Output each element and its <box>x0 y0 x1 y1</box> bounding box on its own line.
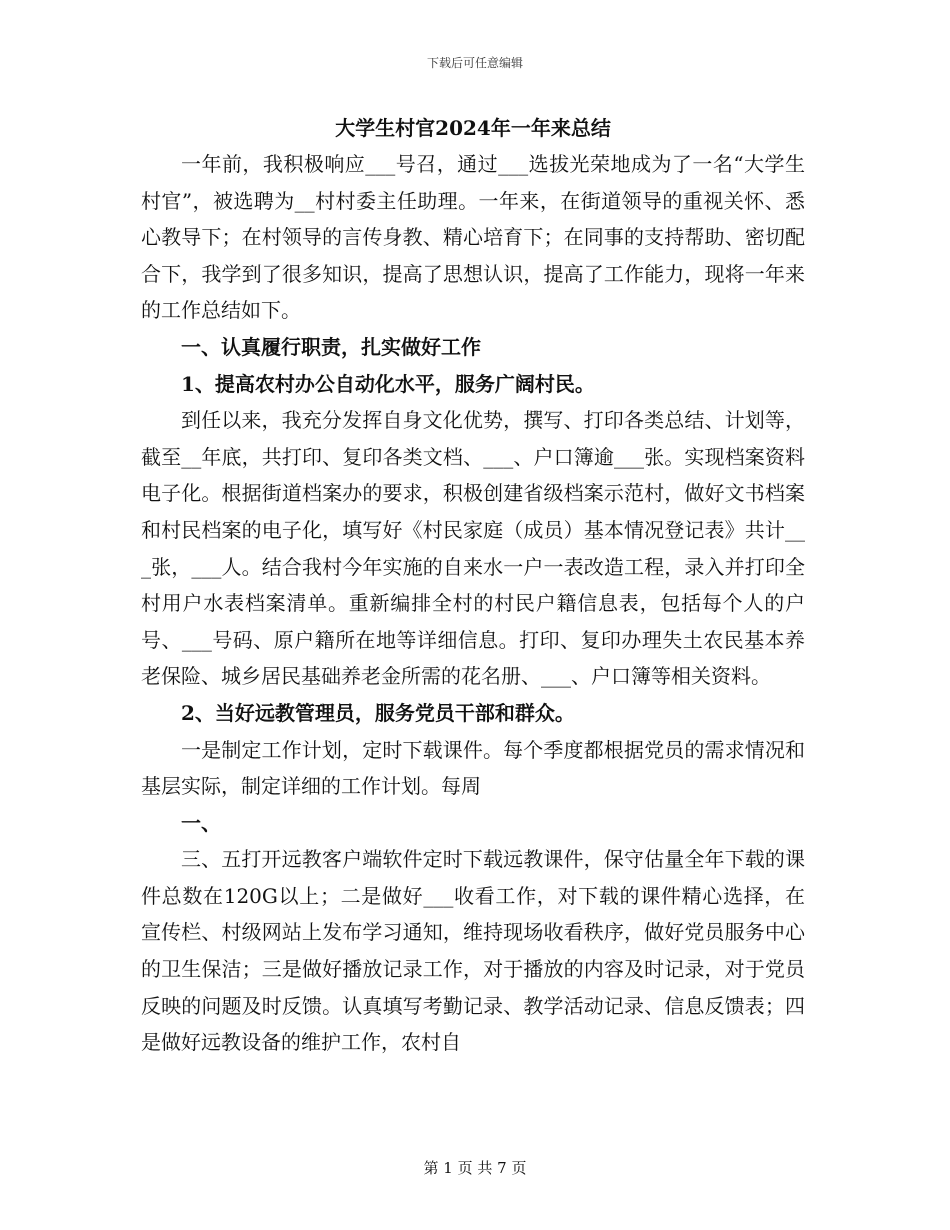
paragraph-intro: 一年前，我积极响应___号召，通过___选拔光荣地成为了一名“大学生村官”，被选聘为__村村委主任助理。一年来，在街道领导的重视关怀、悉心教导下；在村领导的言传身教、精心培育下；在同事的支持帮助、密切配合下，我学到了很多知识，提高了思想认识，提高了工作能力，现将一年来的工作总结如下。 <box>141 152 805 323</box>
document-title: 大学生村官2024年一年来总结 <box>335 116 611 140</box>
section-heading-1: 一、认真履行职责，扎实做好工作 <box>181 334 481 359</box>
paragraph-remote-education: 三、五打开远教客户端软件定时下载远教课件，保守估量全年下载的课件总数在120G以上；二是做好___收看工作，对下载的课件精心选择，在宣传栏、村级网站上发布学习通知，维持现场收看秩序，做好党员服务中心的卫生保洁；三是做好播放记录工作，对于播放的内容及时记录，对于党员反映的问题及时反馈。认真填写考勤记录、教学活动记录、信息反馈表；四是做好远教设备的维护工作，农村自 <box>141 847 805 1055</box>
header-note: 下载后可任意编辑 <box>426 56 523 70</box>
paragraph-work-plan: 一是制定工作计划，定时下载课件。每个季度都根据党员的需求情况和基层实际，制定详细的工作计划。每周 <box>141 737 805 799</box>
paragraph-office-automation: 到任以来，我充分发挥自身文化优势，撰写、打印各类总结、计划等，截至__年底，共打印、复印各类文档、___、户口簿逾___张。实现档案资料电子化。根据街道档案办的要求，积极创建省级档案示范村，做好文书档案和村民档案的电子化，填写好《村民家庭（成员）基本情况登记表》共计___张，___人。结合我村今年实施的自来水一户一表改造工程，录入并打印全村用户水表档案清单。重新编排全村的村民户籍信息表，包括每个人的户号、___号码、原户籍所在地等详细信息。打印、复印办理失土农民基本养老保险、城乡居民基础养老金所需的花名册、___、户口簿等相关资料。 <box>141 408 805 689</box>
list-marker-heading: 一、 <box>181 810 221 835</box>
subsection-heading-1: 1、提高农村办公自动化水平，服务广阔村民。 <box>181 371 595 396</box>
document-body <box>141 110 805 1061</box>
subsection-heading-2: 2、当好远教管理员，服务党员干部和群众。 <box>181 700 575 725</box>
page-footer: 第 1 页 共 7 页 <box>423 1159 527 1177</box>
